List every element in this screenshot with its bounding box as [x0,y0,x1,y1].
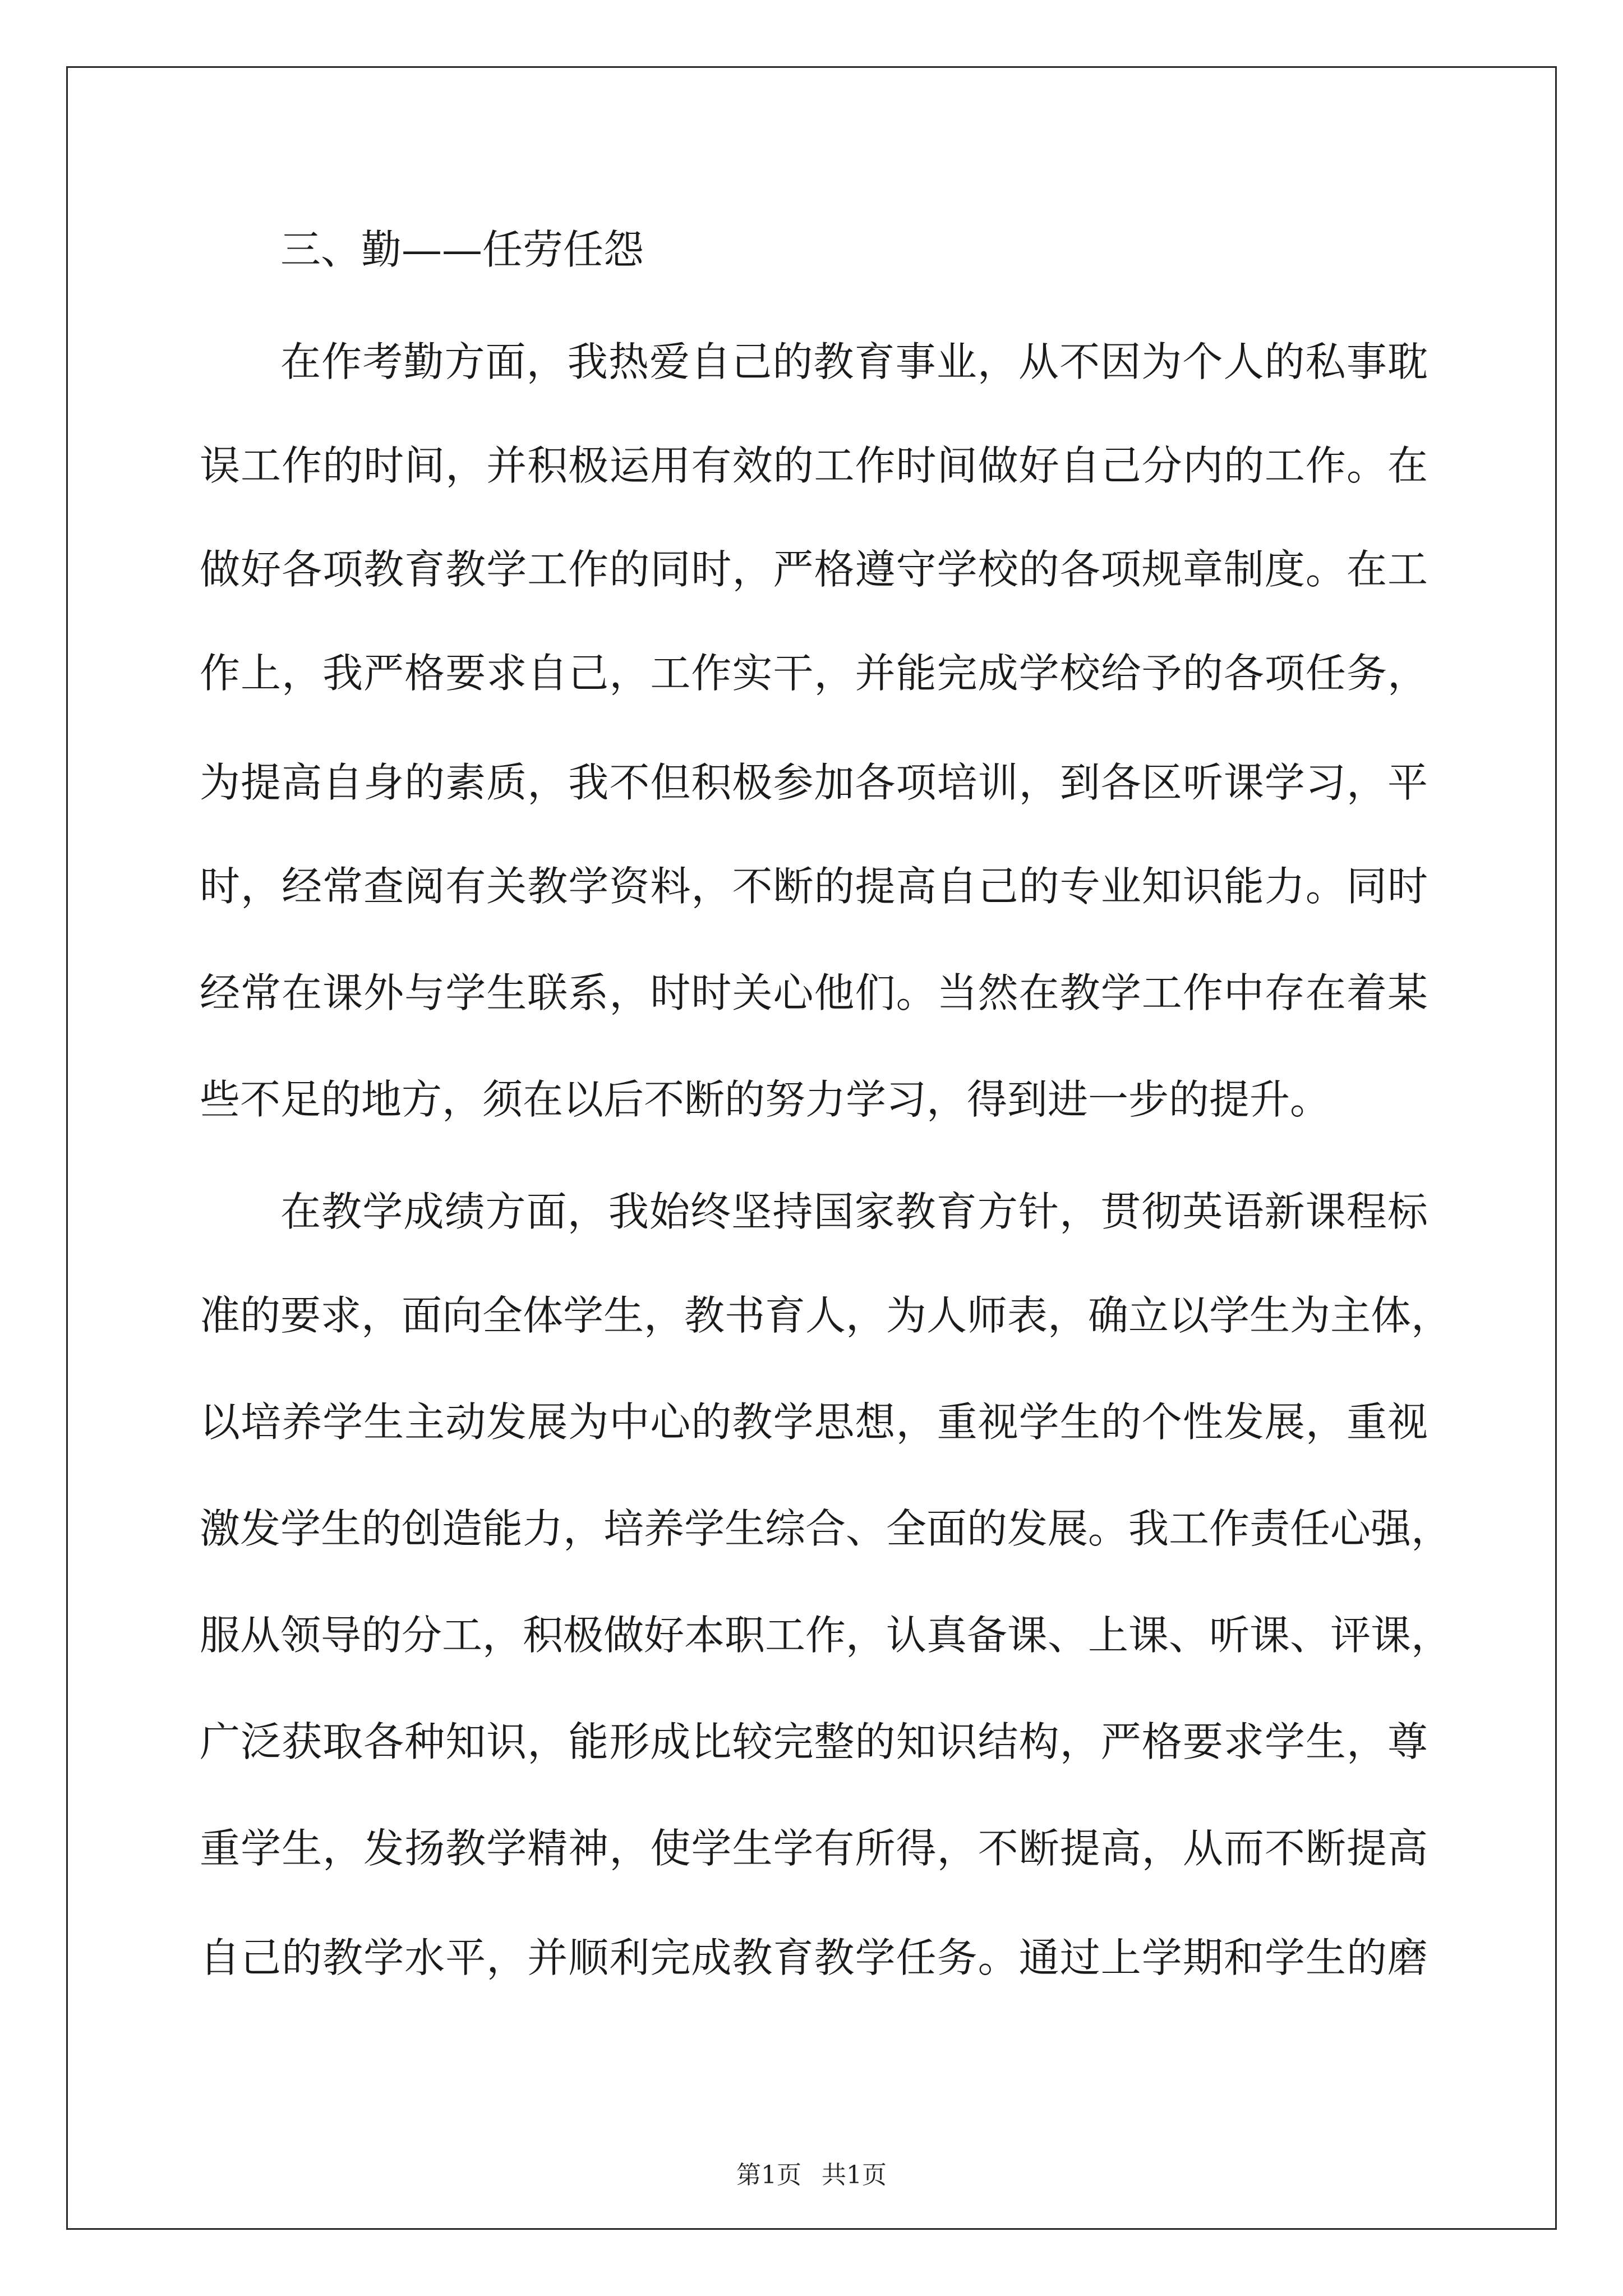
section-heading: 三、勤——任劳任怨 [280,226,644,273]
text-line: 在作考勤方面，我热爱自己的教育事业，从不因为个人的私事耽 [280,338,1428,385]
text-line: 自己的教学水平，并顺利完成教育教学任务。通过上学期和学生的磨 [200,1934,1428,1981]
text-line: 些不足的地方，须在以后不断的努力学习，得到进一步的提升。 [200,1076,1331,1123]
page-frame [66,66,1557,2230]
page-number: 第1页 [736,2161,801,2189]
text-line: 重学生，发扬教学精神，使学生学有所得，不断提高，从而不断提高 [200,1825,1428,1872]
text-line: 广泛获取各种知识，能形成比较完整的知识结构，严格要求学生，尊 [200,1718,1428,1765]
text-line: 误工作的时间，并积极运用有效的工作时间做好自己分内的工作。在 [200,442,1428,489]
text-line: 激发学生的创造能力，培养学生综合、全面的发展。我工作责任心强， [200,1505,1452,1552]
page-footer [0,2159,1623,2192]
page-total: 共1页 [822,2161,887,2189]
text-line: 为提高自身的素质，我不但积极参加各项培训，到各区听课学习，平 [200,759,1428,806]
text-line: 以培养学生主动发展为中心的教学思想，重视学生的个性发展，重视 [200,1398,1428,1446]
text-line: 经常在课外与学生联系，时时关心他们。当然在教学工作中存在着某 [200,969,1428,1016]
text-line: 时，经常查阅有关教学资料，不断的提高自己的专业知识能力。同时 [200,863,1428,910]
text-line: 服从领导的分工，积极做好本职工作，认真备课、上课、听课、评课， [200,1612,1452,1659]
text-line: 在教学成绩方面，我始终坚持国家教育方针，贯彻英语新课程标 [280,1188,1428,1235]
text-line: 做好各项教育教学工作的同时，严格遵守学校的各项规章制度。在工 [200,546,1428,593]
text-line: 准的要求，面向全体学生，教书育人，为人师表，确立以学生为主体， [200,1292,1452,1339]
text-line: 作上，我严格要求自己，工作实干，并能完成学校给予的各项任务， [200,650,1428,697]
